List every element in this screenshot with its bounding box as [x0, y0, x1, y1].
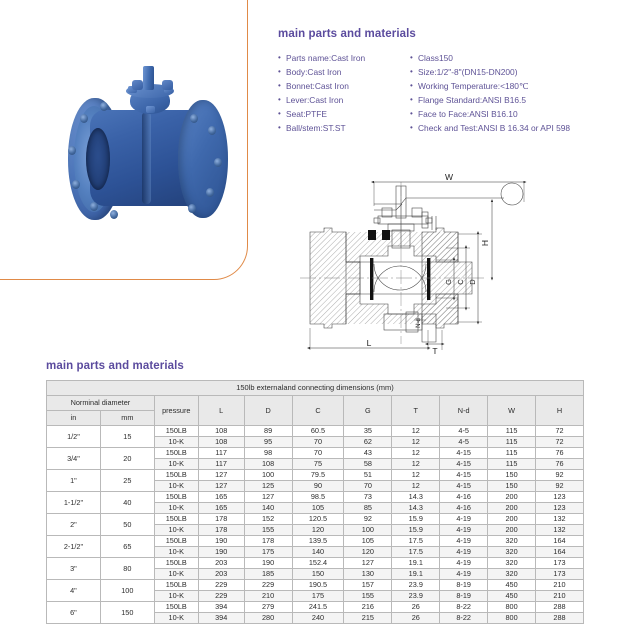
cell-size-in: 2-1/2": [47, 536, 101, 558]
spec-item: • Seat:PTFE: [278, 107, 410, 121]
spec-item: • Body:Cast Iron: [278, 65, 410, 79]
cell-pressure: 150LB: [154, 470, 198, 481]
spec-item: • Face to Face:ANSI B16.10: [410, 107, 622, 121]
specs-right-column: [410, 51, 622, 135]
cell-c: 139.5: [292, 536, 344, 547]
cell-nd: 4-15: [440, 481, 488, 492]
spec-item: • Size:1/2"-8"(DN15-DN200): [410, 65, 622, 79]
cell-c: 90: [292, 481, 344, 492]
cell-l: 108: [198, 426, 244, 437]
cell-c: 98.5: [292, 492, 344, 503]
cell-l: 117: [198, 459, 244, 470]
cell-pressure: 150LB: [154, 448, 198, 459]
cell-l: 190: [198, 547, 244, 558]
cell-size-mm: 25: [100, 470, 154, 492]
cell-pressure: 10-K: [154, 613, 198, 624]
cell-t: 14.3: [392, 503, 440, 514]
cell-d: 155: [244, 525, 292, 536]
cell-c: 241.5: [292, 602, 344, 613]
header-t: T: [392, 396, 440, 426]
cell-size-mm: 80: [100, 558, 154, 580]
cell-w: 320: [488, 536, 536, 547]
cell-l: 117: [198, 448, 244, 459]
dim-label-g: G: [444, 279, 453, 285]
cell-w: 800: [488, 602, 536, 613]
cell-pressure: 150LB: [154, 514, 198, 525]
cell-l: 229: [198, 580, 244, 591]
cell-l: 394: [198, 613, 244, 624]
cell-c: 75: [292, 459, 344, 470]
header-c: C: [292, 396, 344, 426]
cell-g: 62: [344, 437, 392, 448]
cell-d: 280: [244, 613, 292, 624]
cell-size-mm: 20: [100, 448, 154, 470]
dim-label-nd: N-d: [416, 318, 422, 328]
spec-item: • Parts name:Cast Iron: [278, 51, 410, 65]
cell-h: 288: [536, 602, 584, 613]
cell-size-in: 4": [47, 580, 101, 602]
cell-g: 215: [344, 613, 392, 624]
cell-c: 152.4: [292, 558, 344, 569]
cell-nd: 4-19: [440, 525, 488, 536]
cell-g: 216: [344, 602, 392, 613]
cell-nd: 4-19: [440, 569, 488, 580]
cell-h: 123: [536, 503, 584, 514]
cell-size-mm: 50: [100, 514, 154, 536]
cell-g: 130: [344, 569, 392, 580]
cell-d: 95: [244, 437, 292, 448]
cell-pressure: 10-K: [154, 547, 198, 558]
cell-g: 35: [344, 426, 392, 437]
dim-label-t: T: [432, 346, 438, 356]
table-row: [47, 470, 584, 481]
cell-t: 26: [392, 613, 440, 624]
cell-size-in: 6": [47, 602, 101, 624]
cell-h: 92: [536, 481, 584, 492]
specs-left-column: [278, 51, 410, 135]
table-row: [47, 426, 584, 437]
cell-t: 17.5: [392, 536, 440, 547]
cell-t: 15.9: [392, 525, 440, 536]
cell-c: 240: [292, 613, 344, 624]
dim-label-w: W: [444, 172, 454, 182]
spec-item: • Working Temperature:<180℃: [410, 79, 622, 93]
spec-item: • Bonnet:Cast Iron: [278, 79, 410, 93]
table-row: [47, 536, 584, 547]
cell-l: 165: [198, 503, 244, 514]
cell-t: 23.9: [392, 591, 440, 602]
cell-l: 229: [198, 591, 244, 602]
cell-d: 89: [244, 426, 292, 437]
cell-w: 115: [488, 437, 536, 448]
header-nominal-diameter: Norminal diameter: [47, 396, 155, 411]
cell-h: 132: [536, 514, 584, 525]
table-heading: main parts and materials: [46, 360, 184, 372]
table-row: [47, 492, 584, 503]
cell-pressure: 150LB: [154, 426, 198, 437]
cell-c: 175: [292, 591, 344, 602]
cell-pressure: 10-K: [154, 591, 198, 602]
cell-nd: 4-5: [440, 437, 488, 448]
cell-t: 26: [392, 602, 440, 613]
cell-d: 127: [244, 492, 292, 503]
dim-label-d: D: [468, 279, 477, 285]
table-row: [47, 514, 584, 525]
cell-pressure: 10-K: [154, 459, 198, 470]
cell-size-in: 3": [47, 558, 101, 580]
table-body: [47, 426, 584, 624]
cell-w: 320: [488, 547, 536, 558]
cell-h: 210: [536, 591, 584, 602]
header-h: H: [536, 396, 584, 426]
cell-t: 12: [392, 481, 440, 492]
cell-t: 14.3: [392, 492, 440, 503]
cell-h: 76: [536, 459, 584, 470]
cell-d: 108: [244, 459, 292, 470]
cell-l: 108: [198, 437, 244, 448]
header-l: L: [198, 396, 244, 426]
spec-item: • Flange Standard:ANSI B16.5: [410, 93, 622, 107]
cell-w: 320: [488, 569, 536, 580]
cell-d: 100: [244, 470, 292, 481]
cell-t: 12: [392, 437, 440, 448]
cell-c: 140: [292, 547, 344, 558]
cell-pressure: 150LB: [154, 602, 198, 613]
header-in: in: [47, 411, 101, 426]
cell-t: 19.1: [392, 558, 440, 569]
cell-h: 288: [536, 613, 584, 624]
cell-nd: 4-16: [440, 503, 488, 514]
cell-d: 279: [244, 602, 292, 613]
cell-c: 150: [292, 569, 344, 580]
cell-g: 155: [344, 591, 392, 602]
cell-l: 127: [198, 481, 244, 492]
cell-t: 15.9: [392, 514, 440, 525]
cell-t: 19.1: [392, 569, 440, 580]
cell-nd: 4-15: [440, 459, 488, 470]
cell-t: 12: [392, 448, 440, 459]
cell-d: 190: [244, 558, 292, 569]
table-top-header: 150lb externaland connecting dimensions (mm): [47, 381, 584, 396]
cell-pressure: 10-K: [154, 569, 198, 580]
table-row: [47, 448, 584, 459]
specs-panel: [278, 28, 622, 135]
header-g: G: [344, 396, 392, 426]
valve-technical-drawing: [296, 172, 626, 362]
cell-c: 60.5: [292, 426, 344, 437]
cell-w: 320: [488, 558, 536, 569]
cell-pressure: 10-K: [154, 503, 198, 514]
cell-h: 164: [536, 536, 584, 547]
cell-w: 200: [488, 492, 536, 503]
cell-w: 200: [488, 514, 536, 525]
cell-h: 173: [536, 569, 584, 580]
cell-w: 800: [488, 613, 536, 624]
cell-nd: 8-22: [440, 613, 488, 624]
cell-w: 450: [488, 580, 536, 591]
cell-g: 127: [344, 558, 392, 569]
cell-pressure: 150LB: [154, 492, 198, 503]
cell-size-mm: 150: [100, 602, 154, 624]
spec-item: • Lever:Cast Iron: [278, 93, 410, 107]
cell-w: 115: [488, 448, 536, 459]
cell-nd: 4-16: [440, 492, 488, 503]
cell-c: 70: [292, 448, 344, 459]
cell-h: 132: [536, 525, 584, 536]
table-row: [47, 602, 584, 613]
cell-g: 92: [344, 514, 392, 525]
cell-h: 123: [536, 492, 584, 503]
cell-l: 203: [198, 569, 244, 580]
cell-w: 115: [488, 459, 536, 470]
cell-w: 150: [488, 481, 536, 492]
cell-d: 185: [244, 569, 292, 580]
cell-c: 120: [292, 525, 344, 536]
cell-w: 150: [488, 470, 536, 481]
cell-size-mm: 15: [100, 426, 154, 448]
dim-label-c: C: [456, 279, 465, 285]
cell-size-mm: 40: [100, 492, 154, 514]
cell-nd: 4-15: [440, 470, 488, 481]
cell-d: 178: [244, 536, 292, 547]
cell-g: 100: [344, 525, 392, 536]
cell-d: 229: [244, 580, 292, 591]
cell-size-in: 3/4": [47, 448, 101, 470]
cell-w: 200: [488, 525, 536, 536]
cell-g: 58: [344, 459, 392, 470]
specs-title: main parts and materials: [278, 28, 416, 40]
cell-h: 210: [536, 580, 584, 591]
cell-d: 175: [244, 547, 292, 558]
cell-pressure: 10-K: [154, 481, 198, 492]
cell-d: 125: [244, 481, 292, 492]
cell-t: 12: [392, 459, 440, 470]
cell-l: 203: [198, 558, 244, 569]
header-nd: N-d: [440, 396, 488, 426]
cell-l: 127: [198, 470, 244, 481]
cell-w: 200: [488, 503, 536, 514]
cell-l: 165: [198, 492, 244, 503]
cell-pressure: 150LB: [154, 580, 198, 591]
header-mm: mm: [100, 411, 154, 426]
cell-h: 72: [536, 437, 584, 448]
cell-t: 17.5: [392, 547, 440, 558]
dimensions-table-section: [0, 360, 630, 624]
cell-nd: 4-19: [440, 514, 488, 525]
cell-size-in: 1-1/2": [47, 492, 101, 514]
table-row: [47, 580, 584, 591]
cell-d: 98: [244, 448, 292, 459]
cell-nd: 4-19: [440, 558, 488, 569]
cell-nd: 8-19: [440, 591, 488, 602]
cell-size-in: 2": [47, 514, 101, 536]
cell-nd: 4-15: [440, 448, 488, 459]
cell-h: 76: [536, 448, 584, 459]
cell-t: 12: [392, 426, 440, 437]
cell-c: 190.5: [292, 580, 344, 591]
spec-item: • Class150: [410, 51, 622, 65]
cell-w: 450: [488, 591, 536, 602]
ball-valve-product-photo: [38, 62, 243, 227]
header-pressure: pressure: [154, 396, 198, 426]
cell-d: 152: [244, 514, 292, 525]
cell-c: 70: [292, 437, 344, 448]
cell-nd: 4-19: [440, 547, 488, 558]
cell-t: 23.9: [392, 580, 440, 591]
cell-size-in: 1/2": [47, 426, 101, 448]
header-d: D: [244, 396, 292, 426]
cell-pressure: 150LB: [154, 558, 198, 569]
cell-size-in: 1": [47, 470, 101, 492]
cell-g: 157: [344, 580, 392, 591]
table-row: [47, 558, 584, 569]
cell-g: 73: [344, 492, 392, 503]
cell-size-mm: 65: [100, 536, 154, 558]
cell-d: 210: [244, 591, 292, 602]
cell-l: 190: [198, 536, 244, 547]
cell-h: 164: [536, 547, 584, 558]
cell-g: 43: [344, 448, 392, 459]
cell-pressure: 10-K: [154, 437, 198, 448]
cell-nd: 4-5: [440, 426, 488, 437]
cell-g: 105: [344, 536, 392, 547]
cell-l: 394: [198, 602, 244, 613]
cell-nd: 4-19: [440, 536, 488, 547]
cell-c: 105: [292, 503, 344, 514]
cell-pressure: 150LB: [154, 536, 198, 547]
dim-label-l: L: [366, 338, 372, 348]
dimensions-table: [46, 380, 584, 624]
cell-l: 178: [198, 525, 244, 536]
cell-d: 140: [244, 503, 292, 514]
cell-g: 85: [344, 503, 392, 514]
dim-label-h: H: [480, 239, 490, 247]
cell-g: 70: [344, 481, 392, 492]
cell-w: 115: [488, 426, 536, 437]
cell-t: 12: [392, 470, 440, 481]
cell-c: 120.5: [292, 514, 344, 525]
cell-h: 92: [536, 470, 584, 481]
cell-h: 72: [536, 426, 584, 437]
cell-c: 79.5: [292, 470, 344, 481]
spec-item: • Check and Test:ANSI B 16.34 or API 598: [410, 121, 622, 135]
header-w: W: [488, 396, 536, 426]
cell-pressure: 10-K: [154, 525, 198, 536]
cell-nd: 8-19: [440, 580, 488, 591]
cell-g: 120: [344, 547, 392, 558]
cell-g: 51: [344, 470, 392, 481]
cell-nd: 8-22: [440, 602, 488, 613]
cell-h: 173: [536, 558, 584, 569]
spec-item: • Ball/stem:ST.ST: [278, 121, 410, 135]
cell-size-mm: 100: [100, 580, 154, 602]
cell-l: 178: [198, 514, 244, 525]
